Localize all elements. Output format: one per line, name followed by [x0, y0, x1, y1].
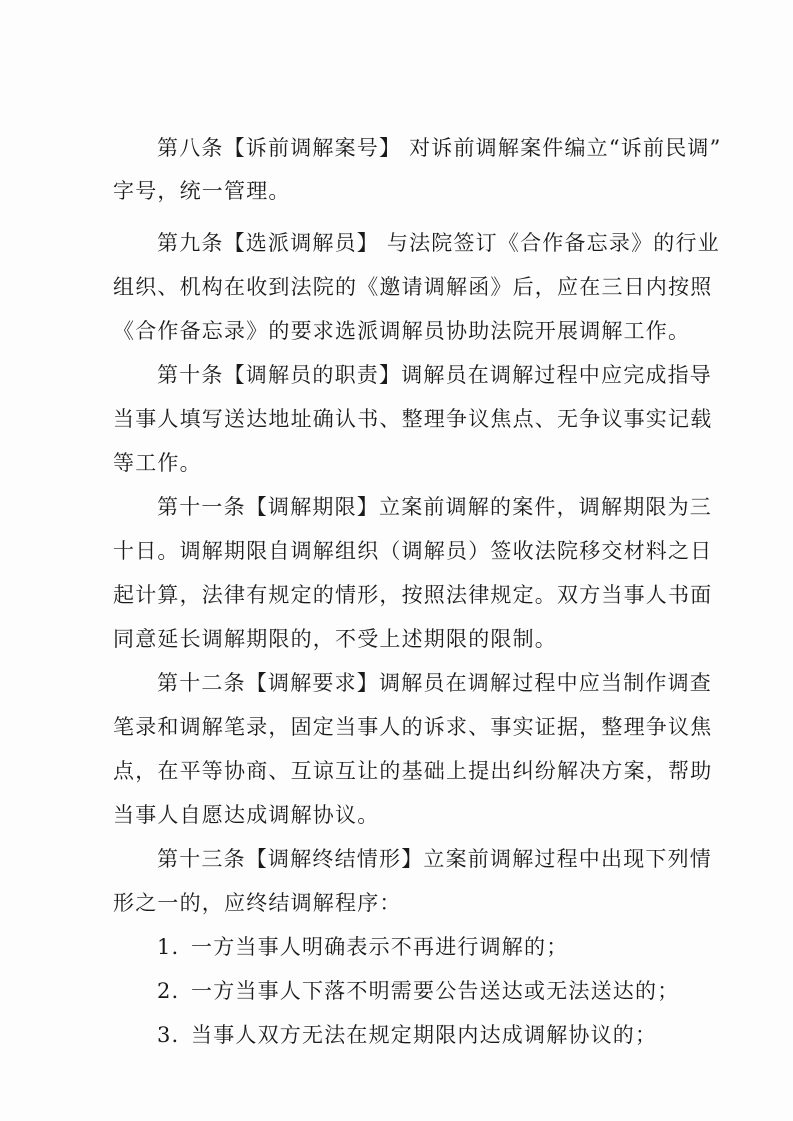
article-12-line-2: 笔录和调解笔录，固定当事人的诉求、事实证据，整理争议焦: [113, 715, 713, 739]
list-item-number: 1.: [157, 935, 180, 959]
list-item-1: [157, 931, 568, 963]
article-13-line-2: 形之一的，应终结调解程序：: [113, 891, 402, 915]
article-11-line-3: 起计算，法律有规定的情形，按照法律规定。双方当事人书面: [113, 583, 713, 607]
list-item-3: [157, 1019, 657, 1051]
article-12-line-4: 当事人自愿达成调解协议。: [113, 803, 380, 827]
list-item-text: 一方当事人下落不明需要公告送达或无法送达的；: [191, 979, 680, 1003]
list-item-number: 3.: [157, 1023, 180, 1047]
article-10-line-3: 等工作。: [113, 451, 202, 475]
article-10-line-2: 当事人填写送达地址确认书、整理争议焦点、无争议事实记载: [113, 407, 713, 431]
article-8-line-1: 第八条【诉前调解案号】 对诉前调解案件编立“诉前民调”: [157, 136, 722, 160]
list-item-text: 当事人双方无法在规定期限内达成调解协议的；: [191, 1023, 658, 1047]
list-item-number: 2.: [157, 979, 180, 1003]
list-item-text: 一方当事人明确表示不再进行调解的；: [191, 935, 569, 959]
article-9-line-2: 组织、机构在收到法院的《邀请调解函》后，应在三日内按照: [113, 275, 713, 299]
article-12-line-3: 点，在平等协商、互谅互让的基础上提出纠纷解决方案，帮助: [113, 759, 713, 783]
list-item-2: [157, 975, 679, 1007]
article-11-line-1: 第十一条【调解期限】立案前调解的案件，调解期限为三: [157, 495, 712, 519]
article-9-line-1: 第九条【选派调解员】 与法院签订《合作备忘录》的行业: [157, 231, 720, 255]
article-11-line-2: 十日。调解期限自调解组织（调解员）签收法院移交材料之日: [113, 539, 713, 563]
article-8-line-2: 字号，统一管理。: [113, 179, 291, 203]
article-10-line-1: 第十条【调解员的职责】调解员在调解过程中应完成指导: [157, 363, 712, 387]
article-11-line-4: 同意延长调解期限的，不受上述期限的限制。: [113, 627, 557, 651]
article-13-line-1: 第十三条【调解终结情形】立案前调解过程中出现下列情: [157, 847, 712, 871]
article-9-line-3: 《合作备忘录》的要求选派调解员协助法院开展调解工作。: [113, 319, 691, 343]
article-12-line-1: 第十二条【调解要求】调解员在调解过程中应当制作调查: [157, 671, 712, 695]
